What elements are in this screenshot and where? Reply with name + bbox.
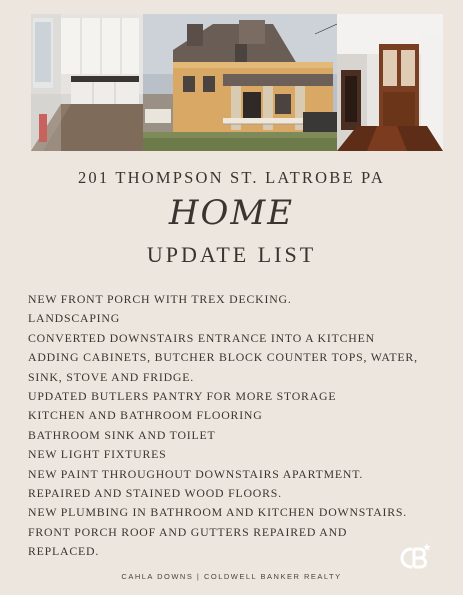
update-item: UPDATED BUTLERS PANTRY FOR MORE STORAGE bbox=[28, 389, 337, 404]
update-list bbox=[28, 290, 448, 562]
update-item: NEW FRONT PORCH WITH TREX DECKING. bbox=[28, 292, 292, 306]
update-item: BATHROOM SINK AND TOILET bbox=[28, 427, 216, 442]
coldwell-banker-logo-icon bbox=[396, 540, 432, 576]
house-exterior-photo bbox=[143, 14, 337, 151]
kitchen-photo bbox=[31, 14, 143, 151]
update-item: NEW LIGHT FIXTURES bbox=[28, 447, 167, 462]
property-address: 201 THOMPSON ST. LATROBE PA bbox=[77, 168, 386, 187]
update-item: CONVERTED DOWNSTAIRS ENTRANCE INTO A KITCHEN bbox=[28, 330, 375, 345]
update-item: LANDSCAPING bbox=[28, 311, 121, 326]
update-item: REPLACED. bbox=[28, 544, 100, 559]
home-script-title: HOME bbox=[168, 193, 295, 233]
agent-credit: CAHLA DOWNS | COLDWELL BANKER REALTY bbox=[121, 572, 342, 581]
update-list-title: UPDATE LIST bbox=[146, 242, 317, 267]
update-item: KITCHEN AND BATHROOM FLOORING bbox=[28, 408, 263, 423]
update-item: FRONT PORCH ROOF AND GUTTERS REPAIRED AND bbox=[28, 524, 348, 539]
update-item: NEW PAINT THROUGHOUT DOWNSTAIRS APARTMENT. bbox=[28, 466, 364, 481]
update-item: REPAIRED AND STAINED WOOD FLOORS. bbox=[28, 486, 282, 501]
update-item: NEW PLUMBING IN BATHROOM AND KITCHEN DOWNSTAIRS. bbox=[28, 505, 408, 520]
hallway-photo bbox=[337, 14, 443, 151]
update-item: SINK, STOVE AND FRIDGE. bbox=[28, 369, 194, 384]
update-item: ADDING CABINETS, BUTCHER BLOCK COUNTER TOPS, WATER, bbox=[28, 350, 418, 365]
